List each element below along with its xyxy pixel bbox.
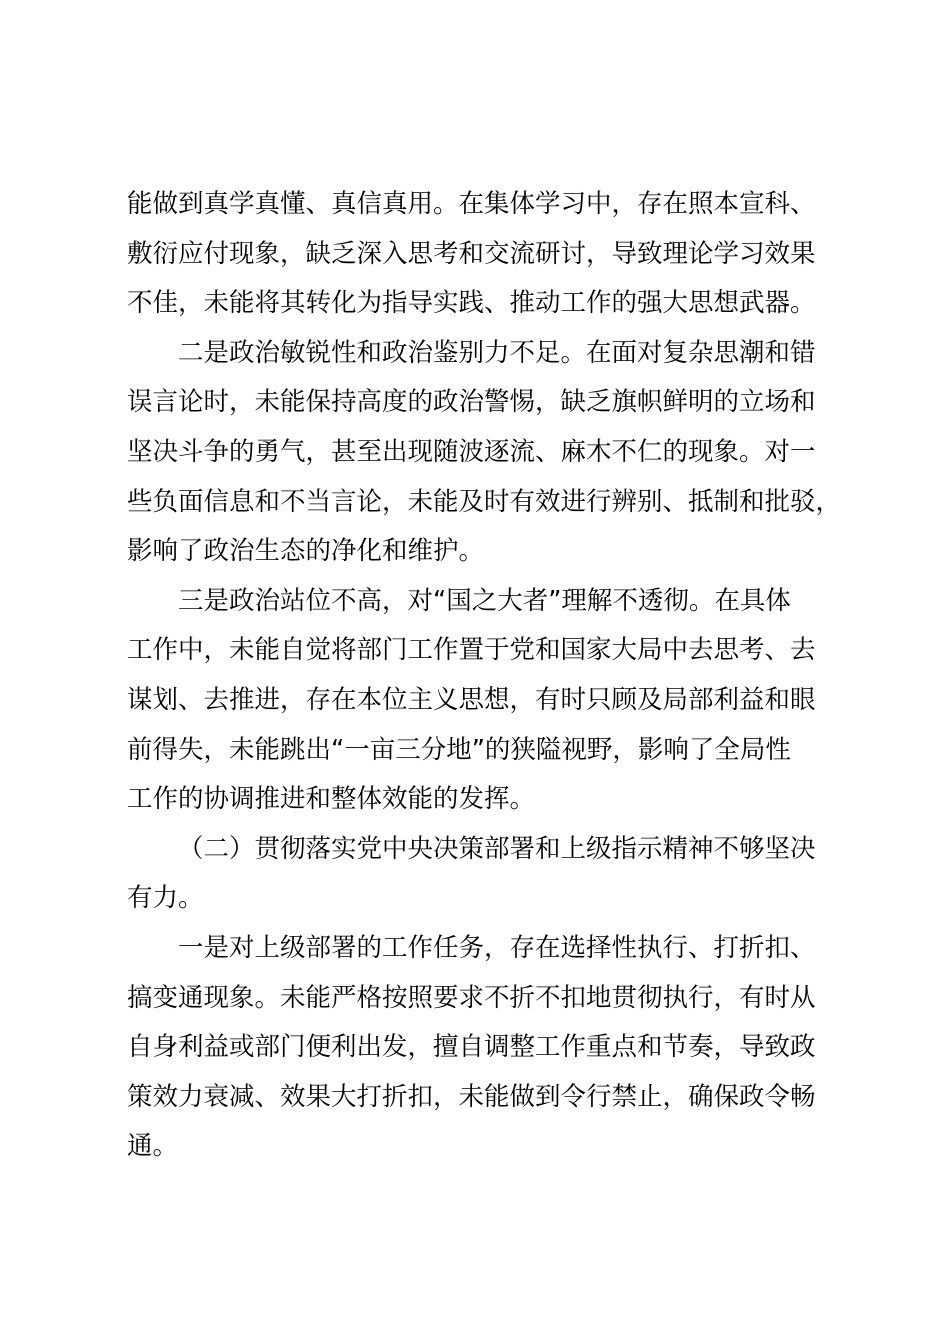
- text-line: 通。: [127, 1131, 179, 1162]
- text-line: 谋划、去推进，存在本位主义思想，有时只顾及局部利益和眼: [127, 684, 816, 715]
- text-line: 影响了政治生态的净化和维护。: [127, 536, 485, 567]
- paragraph: [127, 329, 842, 577]
- text-line: 搞变通现象。未能严格按照要求不折不扣地贯彻执行，有时从: [127, 982, 816, 1013]
- text-line: 策效力衰减、效果大打折扣，未能做到令行禁止，确保政令畅: [127, 1081, 816, 1112]
- text-line: 前得失，未能跳出“一亩三分地”的狭隘视野，影响了全局性: [127, 734, 791, 765]
- text-line: 二是政治敏锐性和政治鉴别力不足。在面对复杂思潮和错: [178, 337, 816, 368]
- text-line: 工作的协调推进和整体效能的发挥。: [127, 784, 536, 815]
- text-line: （二）贯彻落实党中央决策部署和上级指示精神不够坚决: [178, 833, 816, 864]
- text-line: 工作中，未能自觉将部门工作置于党和国家大局中去思考、去: [127, 635, 816, 666]
- text-line: 些负面信息和不当言论，未能及时有效进行辨别、抵制和批驳，: [127, 486, 842, 517]
- text-line: 有力。: [127, 883, 204, 914]
- text-line: 一是对上级部署的工作任务，存在选择性执行、打折扣、: [178, 932, 816, 963]
- section-heading: [127, 825, 831, 924]
- text-line: 三是政治站位不高，对“国之大者”理解不透彻。在具体: [178, 585, 791, 616]
- text-line: 不佳，未能将其转化为指导实践、推动工作的强大思想武器。: [127, 288, 816, 319]
- text-line: 自身利益或部门便利出发，擅自调整工作重点和节奏，导致政: [127, 1032, 816, 1063]
- text-line: 能做到真学真懂、真信真用。在集体学习中，存在照本宣科、: [127, 189, 816, 219]
- paragraph: [127, 180, 831, 329]
- text-line: 敷衍应付现象，缺乏深入思考和交流研讨，导致理论学习效果: [127, 238, 816, 269]
- document-body: [127, 180, 842, 1172]
- text-line: 坚决斗争的勇气，甚至出现随波逐流、麻木不仁的现象。对一: [127, 436, 816, 467]
- text-line: 误言论时，未能保持高度的政治警惕，缺乏旗帜鲜明的立场和: [127, 387, 816, 418]
- paragraph: [127, 924, 831, 1172]
- paragraph: [127, 577, 831, 825]
